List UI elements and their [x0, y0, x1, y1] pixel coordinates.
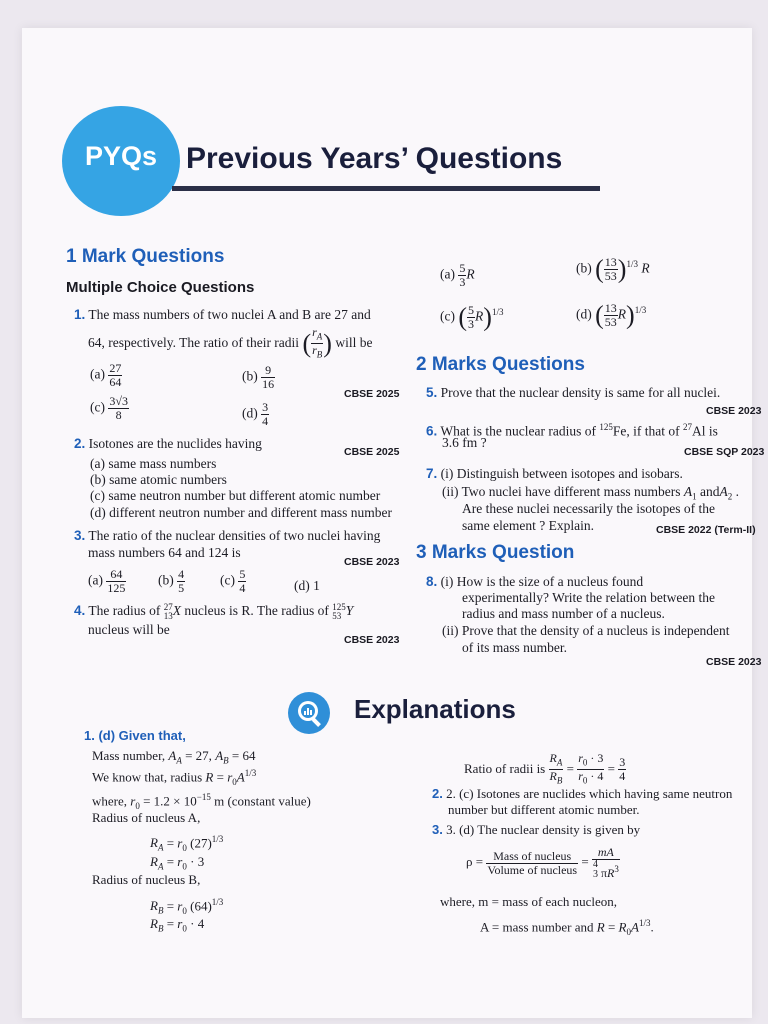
- q5-exam-tag: CBSE 2023: [706, 405, 762, 417]
- q3-option-d[interactable]: (d) 1: [294, 578, 320, 593]
- question-3-text-b: mass numbers 64 and 124 is: [88, 545, 241, 560]
- section-1-mark-heading: 1 Mark Questions: [66, 246, 225, 267]
- question-8-i-c: radius and mass number of a nucleus.: [462, 606, 665, 621]
- explanation-1-ra-label: Radius of nucleus A,: [92, 810, 201, 825]
- question-1-text-a: The mass numbers of two nuclei A and B are 27 and: [88, 307, 371, 322]
- explanation-3-mass-number: A = mass number and $R = R_0A^{1/3}$.: [480, 918, 654, 937]
- question-5: 5. Prove that the nuclear density is same for all nuclei.: [426, 385, 721, 400]
- question-7-ii: (ii) Two nuclei have different mass numbers $A_1$ andA$_2$ .: [442, 484, 739, 502]
- q2-option-a[interactable]: (a) same mass numbers: [90, 456, 217, 471]
- q1-option-b[interactable]: (b) $\frac{9}{16}$: [242, 363, 275, 391]
- section-2-marks-heading: 2 Marks Questions: [416, 354, 585, 375]
- explanation-1-ratio: Ratio of radii is $\frac{R_A}{R_B}$ = $\frac{r_0 \cdot 3}{r_0 \cdot 4}$ = $\frac{3}{4}$: [464, 751, 626, 786]
- q7-exam-tag: CBSE 2022 (Term-II): [656, 524, 756, 536]
- explanation-1-radius-formula: We know that, radius $R = r_0A^{1/3}$: [92, 768, 257, 787]
- explanation-1-head: 1. (d) Given that,: [84, 728, 186, 743]
- explanation-1-rb-label: Radius of nucleus B,: [92, 872, 201, 887]
- q4-option-c[interactable]: (c) ( $\frac{5}{3}$ R)$^{1/3}$: [440, 302, 504, 332]
- q2-exam-tag: CBSE 2025: [344, 446, 400, 458]
- explanation-1-mass: Mass number, $A_A = 27$, $A_B = 64$: [92, 748, 256, 766]
- explanation-2: 2. 2. (c) Isotones are nuclides which having same neutron: [432, 786, 733, 801]
- title-underline: [172, 186, 600, 191]
- question-1-text-c: will be: [335, 334, 373, 350]
- explanation-2-b: number but different atomic number.: [448, 802, 640, 817]
- explanation-3-where: where, m = mass of each nucleon,: [440, 894, 617, 909]
- magnifier-chart-icon: [288, 692, 330, 734]
- question-2-text: Isotones are the nuclides having: [88, 436, 262, 451]
- q1-exam-tag: CBSE 2025: [344, 388, 400, 400]
- question-1-text-b: 64, respectively. The ratio of their radii: [88, 334, 300, 350]
- question-1-line-2: 64, respectively. The ratio of their radii ( $\frac{r_A}{r_B}$ ) will be: [88, 325, 373, 360]
- q2-option-b[interactable]: (b) same atomic numbers: [90, 472, 227, 487]
- question-7-ii-b: Are these nuclei necessarily the isotopes of the: [462, 501, 716, 516]
- q4-option-b[interactable]: (b) ( $\frac{13}{53}$ )$^{1/3}$ R: [576, 254, 650, 284]
- explanations-heading: Explanations: [354, 694, 516, 724]
- q3-exam-tag: CBSE 2023: [344, 556, 400, 568]
- section-3-marks-heading: 3 Marks Question: [416, 542, 575, 563]
- question-7: 7. (i) Distinguish between isotopes and isobars.: [426, 466, 683, 481]
- question-8-ii-b: of its mass number.: [462, 640, 567, 655]
- q4-option-d[interactable]: (d) ( $\frac{13}{53}$ R)$^{1/3}$: [576, 300, 647, 330]
- explanation-3-density: ρ = $\frac{\text{Mass of nucleus}}{\text{Volume of nucleus}}$ = mA 4 3 $\pi R^3$: [466, 845, 619, 880]
- question-6: 6. What is the nuclear radius of $^{125}$Fe, if that of $^{27}$Al is: [426, 422, 718, 439]
- question-3-text-a: The ratio of the nuclear densities of two nuclei having: [88, 528, 381, 543]
- question-4-text-c: nucleus will be: [88, 622, 170, 637]
- explanation-1-rb-eq1: $R_B = r_0$ $(64)^{1/3}$: [150, 897, 224, 916]
- q3-option-c[interactable]: (c) $\frac{5}{4}$: [220, 567, 246, 595]
- q2-option-c[interactable]: (c) same neutron number but different atomic number: [90, 488, 381, 503]
- question-2: 2. Isotones are the nuclides having: [74, 436, 262, 451]
- q6-exam-tag: CBSE SQP 2023: [684, 446, 765, 458]
- q8-exam-tag: CBSE 2023: [706, 656, 762, 668]
- question-6-text-d: 3.6 fm ?: [442, 435, 487, 450]
- question-number: 1.: [74, 307, 86, 322]
- explanation-1-ra-eq2: $R_A = r_0 \cdot 3$: [150, 854, 205, 872]
- explanation-1-r0: where, $r_0 = 1.2 \times 10^{-15}$ m (constant value): [92, 792, 311, 811]
- explanation-3: 3. 3. (d) The nuclear density is given by: [432, 822, 641, 837]
- q3-option-b[interactable]: (b) $\frac{4}{5}$: [158, 567, 185, 595]
- q4-option-a[interactable]: (a) $\frac{5}{3}$ R: [440, 261, 475, 289]
- mcq-subheading: Multiple Choice Questions: [66, 279, 255, 296]
- explanation-1-rb-eq2: $R_B = r_0 \cdot 4$: [150, 916, 205, 934]
- question-3: 3. The ratio of the nuclear densities of two nuclei having: [74, 528, 381, 543]
- question-4: 4. The radius of 27 13X nucleus is R. The radius of 125 53 Y: [74, 602, 354, 621]
- explanation-1-ra-eq1: $R_A = r_0$ $(27)^{1/3}$: [150, 834, 224, 853]
- q1-option-c[interactable]: (c) $\frac{3√3}{8}$: [90, 394, 128, 422]
- question-1: [74, 307, 404, 323]
- question-8-i-b: experimentally? Write the relation between the: [462, 590, 715, 605]
- question-8-ii-a: (ii) Prove that the density of a nucleus is independent: [442, 623, 730, 638]
- q4-exam-tag: CBSE 2023: [344, 634, 400, 646]
- q3-option-a[interactable]: (a) $\frac{64}{125}$: [88, 567, 126, 595]
- q1-option-a[interactable]: (a) $\frac{27}{64}$: [90, 361, 122, 389]
- question-8: 8. (i) How is the size of a nucleus found: [426, 574, 644, 589]
- q1-option-d[interactable]: (d) $\frac{3}{4}$: [242, 400, 269, 428]
- q2-option-d[interactable]: (d) different neutron number and different mass number: [90, 505, 393, 520]
- question-7-ii-c: same element ? Explain.: [462, 518, 594, 533]
- pyqs-badge-label: PYQs: [84, 141, 158, 171]
- page-title: Previous Years’ Questions: [186, 142, 563, 175]
